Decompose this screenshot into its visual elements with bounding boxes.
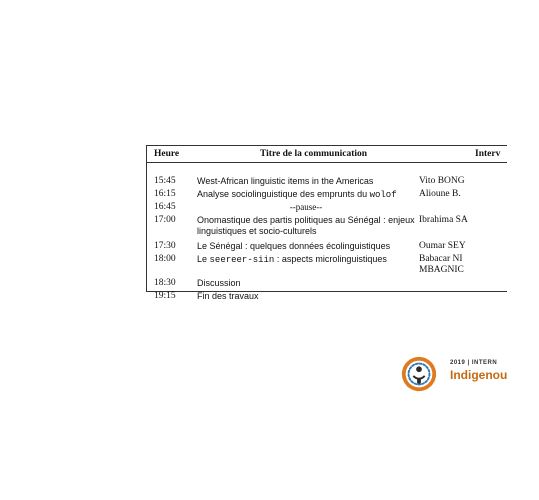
row-speaker: Vito BONG [419,176,465,186]
row-time: 19:15 [154,291,176,301]
row-title: Analyse sociolinguistique des emprunts du wolof [197,189,397,200]
row-title: Discussion [197,278,241,288]
header-title: Titre de la communication [260,149,368,159]
header-divider [147,162,507,163]
row-speaker: Oumar SEY [419,241,466,251]
conference-banner [450,360,507,382]
schedule-table [146,145,507,301]
row-time: 16:15 [154,189,176,199]
row-title: --pause-- [289,202,323,212]
header-speaker: Interv [475,149,501,159]
row-speaker: Ibrahima SA [419,215,468,225]
row-time: 16:45 [154,202,176,212]
row-title: Fin des travaux [197,291,259,301]
row-title: Le Sénégal : quelques données écolinguistiques [197,241,391,251]
banner-year-text: 2019 | INTERN [450,360,498,366]
row-time: 18:00 [154,254,176,264]
header-time: Heure [154,149,180,159]
row-title: West-African linguistic items in the Americas [197,176,374,186]
row-time: 17:30 [154,241,176,251]
row-speaker: Alioune B. [419,189,461,199]
row-time: 17:00 [154,215,176,225]
row-title: Onomastique des partis politiques au Sénégal : enjeux linguistiques et socio-culturels [197,215,415,236]
indigenous-languages-logo-icon [400,355,438,393]
row-speaker: Babacar NI MBAGNIC [419,254,464,275]
row-time: 15:45 [154,176,176,186]
row-title: Le seereer-siin : aspects microlinguistiques [197,254,387,265]
row-time: 18:30 [154,278,176,288]
banner-title-text: Indigenou [450,368,508,382]
